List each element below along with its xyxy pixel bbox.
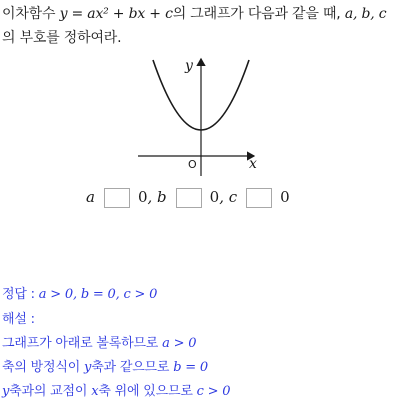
- question-line2-text: 의 부호를 정하여라.: [2, 30, 122, 46]
- explanation-3-text-a: 축과의 교점이: [9, 384, 88, 399]
- blank-b-zero: 0: [209, 188, 220, 206]
- explanation-3-math: c > 0: [196, 384, 231, 399]
- explanation-2-prefix: 축의 방정식이: [2, 360, 81, 375]
- blank-a-zero: 0: [137, 188, 148, 206]
- explanation-3-var: y: [2, 384, 10, 399]
- blank-b-box[interactable]: [176, 188, 202, 208]
- blank-a-label: a: [86, 188, 95, 206]
- explanation-1-math: a > 0: [162, 336, 197, 351]
- blank-c-zero: 0: [280, 188, 290, 206]
- answer-line: [2, 286, 157, 304]
- explanation-3-var2: x: [91, 384, 99, 399]
- equation: y = ax² + bx + c: [59, 6, 173, 22]
- explanation-line-2: [2, 359, 208, 377]
- answer-blanks-row: [86, 185, 290, 209]
- origin-label: O: [188, 158, 197, 171]
- blank-c-label: , c: [219, 188, 238, 206]
- question-vars: a, b, c: [344, 6, 387, 22]
- explanation-2-text: 축과 같으므로: [91, 360, 170, 375]
- blank-a-box[interactable]: [104, 188, 130, 208]
- explanation-label: 해설 :: [2, 312, 35, 327]
- y-axis-label: y: [185, 58, 193, 74]
- explanation-2-math: b = 0: [173, 360, 208, 375]
- x-axis-label: x: [249, 156, 257, 172]
- answer-math: a > 0, b = 0, c > 0: [38, 287, 158, 302]
- question-suffix: 의 그래프가 다음과 같을 때,: [172, 6, 341, 22]
- explanation-2-var: y: [84, 360, 92, 375]
- explanation-3-text-b: 축 위에 있으므로: [98, 384, 193, 399]
- explanation-line-1: [2, 335, 196, 353]
- blank-c-box[interactable]: [246, 188, 272, 208]
- explanation-1-text: 그래프가 아래로 볼록하므로: [2, 336, 159, 351]
- blank-b-label: , b: [147, 188, 167, 206]
- explanation-line-3: [2, 383, 230, 401]
- answer-label: 정답 :: [2, 287, 35, 302]
- explanation-label-line: [2, 311, 35, 329]
- question-prefix: 이차함수: [2, 6, 56, 22]
